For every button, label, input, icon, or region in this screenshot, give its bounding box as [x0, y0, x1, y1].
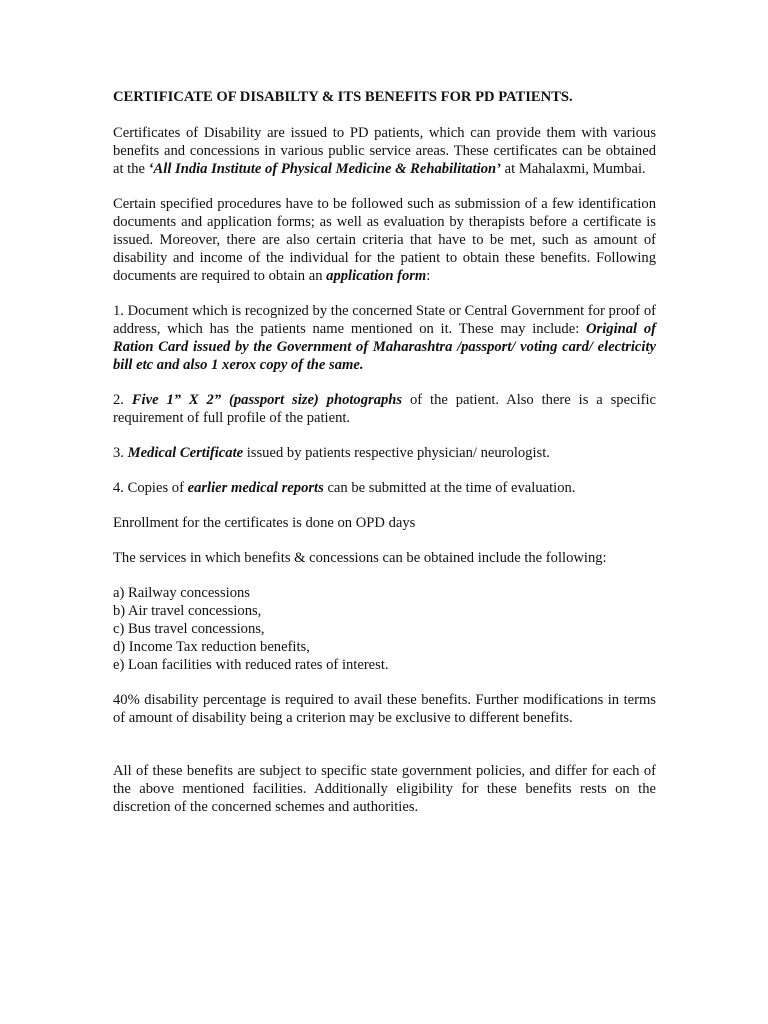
list-item: c) Bus travel concessions, [113, 621, 265, 637]
item-4-text-start: 4. Copies of [113, 480, 188, 496]
intro-text: Certificates of Disability are issued to PD patients, which can provide them with various benefits and concessions in various public service areas. These certificates can be obtained at the [113, 125, 656, 177]
item-3-emphasis: Medical Certificate [127, 445, 244, 461]
list-item: e) Loan facilities with reduced rates of interest. [113, 657, 389, 673]
list-item: a) Railway concessions [113, 585, 250, 601]
document-item-2 [113, 391, 656, 427]
intro-paragraph [113, 124, 656, 178]
procedure-paragraph [113, 195, 656, 285]
enrollment-note: Enrollment for the certificates is done on OPD days [113, 515, 416, 531]
services-list [113, 584, 656, 674]
item-1-emphasis: Original of Ration Card issued by the Government of Maharashtra /passport/ voting card/ electricity bill etc and also 1 xerox copy of the same. [113, 321, 656, 373]
document-item-1 [113, 302, 656, 374]
list-item: d) Income Tax reduction benefits, [113, 639, 310, 655]
item-4-emphasis: earlier medical reports [187, 480, 324, 496]
item-2-text: of the patient. Also there is a specific requirement of full profile of the patient. [113, 392, 656, 426]
item-1-text: 1. Document which is recognized by the concerned State or Central Government for proof of address, which has the patients name mentioned on it. These may include: [113, 303, 656, 337]
document-title: CERTIFICATE OF DISABILTY & ITS BENEFITS FOR PD PATIENTS. [113, 89, 573, 105]
procedure-text: Certain specified procedures have to be followed such as submission of a few identification documents and application forms; as well as evaluation by therapists before a certificate is issued. Moreover, there are also certain criteria that have to be met, such as amount of disability and income of the individual for the patient to obtain these benefits. Following documents are required to obtain an [113, 196, 656, 284]
intro-location: at Mahalaxmi, Mumbai. [500, 161, 646, 177]
document-page [113, 88, 656, 833]
item-3-text: issued by patients respective physician/ neurologist. [243, 445, 550, 461]
document-item-4 [113, 479, 656, 497]
spacer [113, 744, 656, 762]
item-3-number: 3. [113, 445, 128, 461]
list-item: b) Air travel concessions, [113, 603, 262, 619]
item-2-number: 2. [113, 392, 132, 408]
closing-paragraph: All of these benefits are subject to specific state government policies, and differ for each of the above mentioned facilities. Additionally eligibility for these benefits rests on the discretion of the concerned schemes and authorities. [113, 763, 656, 815]
percentage-note: 40% disability percentage is required to avail these benefits. Further modifications in terms of amount of disability being a criterion may be exclusive to different benefits. [113, 692, 656, 726]
item-4-text-end: can be submitted at the time of evaluation. [323, 480, 576, 496]
institute-name: ‘All India Institute of Physical Medicine & Rehabilitation’ [148, 161, 501, 177]
item-2-emphasis: Five 1” X 2” (passport size) photographs [131, 392, 403, 408]
services-intro: The services in which benefits & concessions can be obtained include the following: [113, 550, 607, 566]
document-item-3 [113, 444, 656, 462]
application-form-term: application form [326, 268, 427, 284]
procedure-colon: : [426, 268, 431, 284]
